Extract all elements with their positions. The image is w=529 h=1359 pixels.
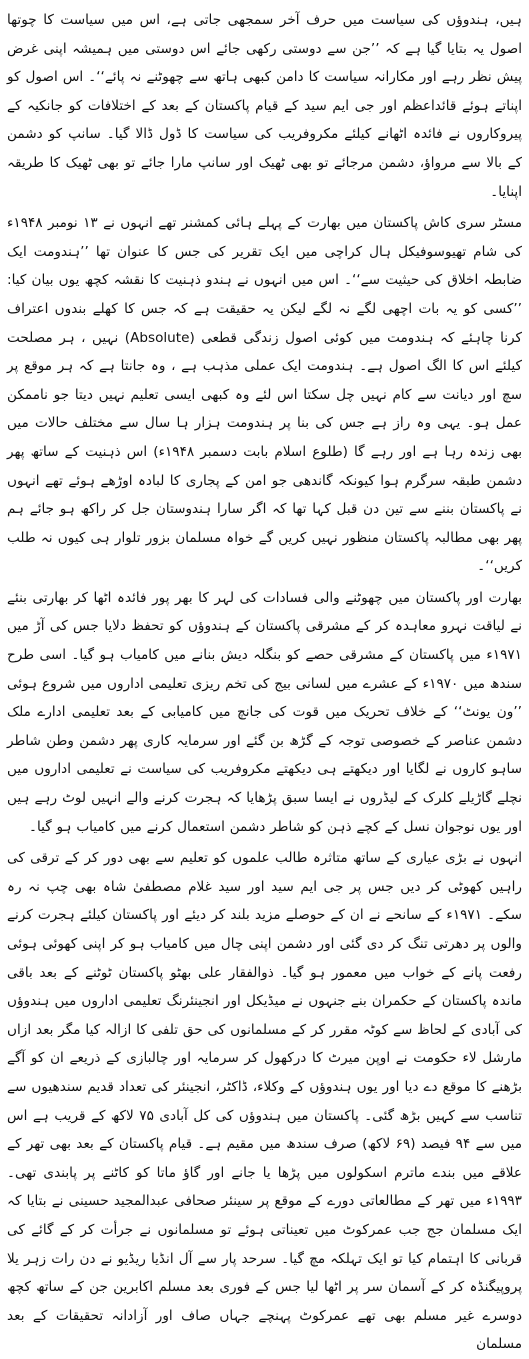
article-paragraph-2: مسٹر سری کاش پاکستان میں بھارت کے پہلے ہائی کمشنر تھے انہوں نے ۱۳ نومبر ۱۹۴۸ء کی شام تھیوسوفیکل ہال کراچی میں ایک تقریر کی جس کا عنوان تھا ’’ہندومت ایک ضابطہ اخلاق کی حیثیت سے‘‘۔ اس میں انہوں نے ہندو ذہنیت کا نقشہ کچھ یوں بیان کیا: ’’کسی کو یہ بات اچھی لگے نہ لگے لیکن یہ حقیقت ہے کہ جس کا کھلے بندوں اعتراف کرنا چاہئے کہ ہندومت میں کوئی اصول زندگی قطعی (Absolute) نہیں ، ہر مصلحت کیلئے اس کا الگ اصول ہے۔ ہندومت ایک عملی مذہب ہے ، وہ جانتا ہے کہ ہر موقع پر سچ اور دیانت سے کام نہیں چل سکتا اس لئے وہ کبھی ایسی تعلیم نہیں دیتا جو ناممکن عمل ہو۔ یہی وہ راز ہے جس کی بنا پر ہندومت ہزار ہا سال سے مختلف حالات میں بھی زندہ رہا ہے اور رہے گا (طلوع اسلام بابت دسمبر ۱۹۴۸ء) اس ذہنیت کے ساتھ پھر دشمن طبقہ سرگرم ہوا کیونکہ گاندھی جو امن کے پجاری کا لبادہ اوڑھے ہوئے تھے انہوں نے پاکستان بننے سے تین دن قبل کہا تھا کہ اگر سارا ہندوستان جل کر راکھ ہو جائے ہم پھر بھی مطالبہ پاکستان منظور نہیں کریں گے خواہ مسلمان بزور تلوار ہی کیوں نہ طلب کریں‘‘۔ <box>7 215 522 575</box>
article-paragraph-4: انہوں نے بڑی عیاری کے ساتھ متاثرہ طالب علموں کو تعلیم سے بھی دور کر کے ترقی کی راہیں کھوٹی کر دیں جس پر جی ایم سید اور سید غلام مصطفیٰ شاہ بھی چپ نہ رہ سکے۔ ۱۹۷۱ء کے سانحے نے ان کے حوصلے مزید بلند کر دیئے اور پاکستان کیلئے ہجرت کرنے والوں پر دھرتی تنگ کر دی گئی اور دشمن اپنی چال میں کامیاب ہو کر اپنی کھوئی ہوئی رفعت پانے کے خواب میں معمور ہو گیا۔ ذوالفقار علی بھٹو پاکستان ٹوٹنے کے بعد باقی ماندہ پاکستان کے حکمران بنے جنہوں نے میڈیکل اور انجینئرنگ تعلیمی اداروں میں ہندوؤں کی آبادی کے لحاظ سے کوٹہ مقرر کر کے مسلمانوں کی حق تلفی کا ازالہ کیا مگر بعد ازاں مارشل لاء حکومت نے اوپن میرٹ کا درکھول کر سرمایہ اور چالبازی کے ذریعے ان کو آگے بڑھنے کا موقع دے دیا اور یوں ہندوؤں کے وکلاء، ڈاکٹر، انجینئر کی تعداد قدیم سندھیوں سے تناسب سے کہیں بڑھ گئی۔ پاکستان میں ہندوؤں کی کل آبادی ۷۵ لاکھ کے قریب ہے اس میں سے ۹۴ فیصد (۶۹ لاکھ) صرف سندھ میں مقیم ہے۔ قیام پاکستان کے بعد بھی تھر کے علاقے میں بندے ماترم اسکولوں میں پڑھا یا جانے اور گاؤ ماتا کو کاٹنے پر پابندی تھی۔ ۱۹۹۳ء میں تھر کے مطالعاتی دورے کے موقع پر سینئر صحافی عبدالمجید حسینی نے بتایا کہ ایک مسلمان جج جب عمرکوٹ میں تعیناتی ہوئے تو مسلمانوں نے جرأت کر کے گائے کی قربانی کا اہتمام کیا تو ایک تہلکہ مچ گیا۔ سرحد پار سے آل انڈیا ریڈیو نے دن رات زہر یلا پروپیگنڈہ کر کے آسمان سر پر اٹھا لیا جس کے فوری بعد مسلم اکابرین جن کے ساتھ کچھ دوسرے غیر مسلم بھی تھے عمرکوٹ پہنچے جہاں صاف اور آزادانہ تحقیقات کے بعد مسلمان <box>7 850 523 1353</box>
article-paragraph-3: بھارت اور پاکستان میں چھوٹنے والی فسادات کی لہر کا بھر پور فائدہ اٹھا کر بھارتی بنئے نے لیاقت نہرو معاہدہ کر کے مشرقی پاکستان کے ہندوؤں کو تحفظ دلایا جس کی آڑ میں ۱۹۷۱ء میں پاکستان کے مشرقی حصے کو بنگلہ دیش بنانے میں کامیاب ہو گیا۔ اسی طرح سندھ میں ۱۹۷۰ء کے عشرے میں لسانی بیج کی تخم ریزی تعلیمی اداروں میں شروع ہوئی ’’ون یونٹ‘‘ کے خلاف تحریک میں قوت کی جانچ میں کامیابی کے بعد تعلیمی ادارے ملک دشمن عناصر کے خصوصی توجہ کے گڑھ بن گئے اور سرمایہ کاری پھر دشمن وطن شاطر ساہو کاروں نے لگایا اور دیکھتے ہی دیکھتے مکروفریب کی سیاست نے تعلیمی اداروں میں نچلے گاڑیلے کلرک کے لیڈروں نے ایسا سبق پڑھایا کہ ہجرت کرنے والے انہیں لوٹ رہے ہیں اور یوں نوجوان نسل کے کچے ذہن کو شاطر دشمن استعمال کرنے میں کامیاب ہو گیا۔ <box>7 589 522 835</box>
article-paragraph-1: ہیں، ہندوؤں کی سیاست میں حرف آخر سمجھی جاتی ہے، اس میں سیاست کا چوتھا اصول یہ بتایا گیا ہے کہ ’’جن سے دوستی رکھی جائے اس دوستی میں ہمیشہ اپنی غرض پیش نظر رہے اور مکارانہ سیاست کا دامن کبھی ہاتھ سے چھوٹنے نہ پائے‘‘۔ اس اصول کو اپناتے ہوئے قائداعظم اور جی ایم سید کے قیام پاکستان کے بعد کے اختلافات کو جانکیہ کے پیروکاروں نے فائدہ اٹھانے کیلئے مکروفریب کی سیاست کا ڈول ڈالا گیا۔ سانپ کو دشمن کے بالا سے مرواؤ، دشمن مرجائے تو بھی ٹھیک اور سانپ مارا جائے تو بھی ٹھیک کا طریقہ اپنایا۔ <box>7 12 522 200</box>
